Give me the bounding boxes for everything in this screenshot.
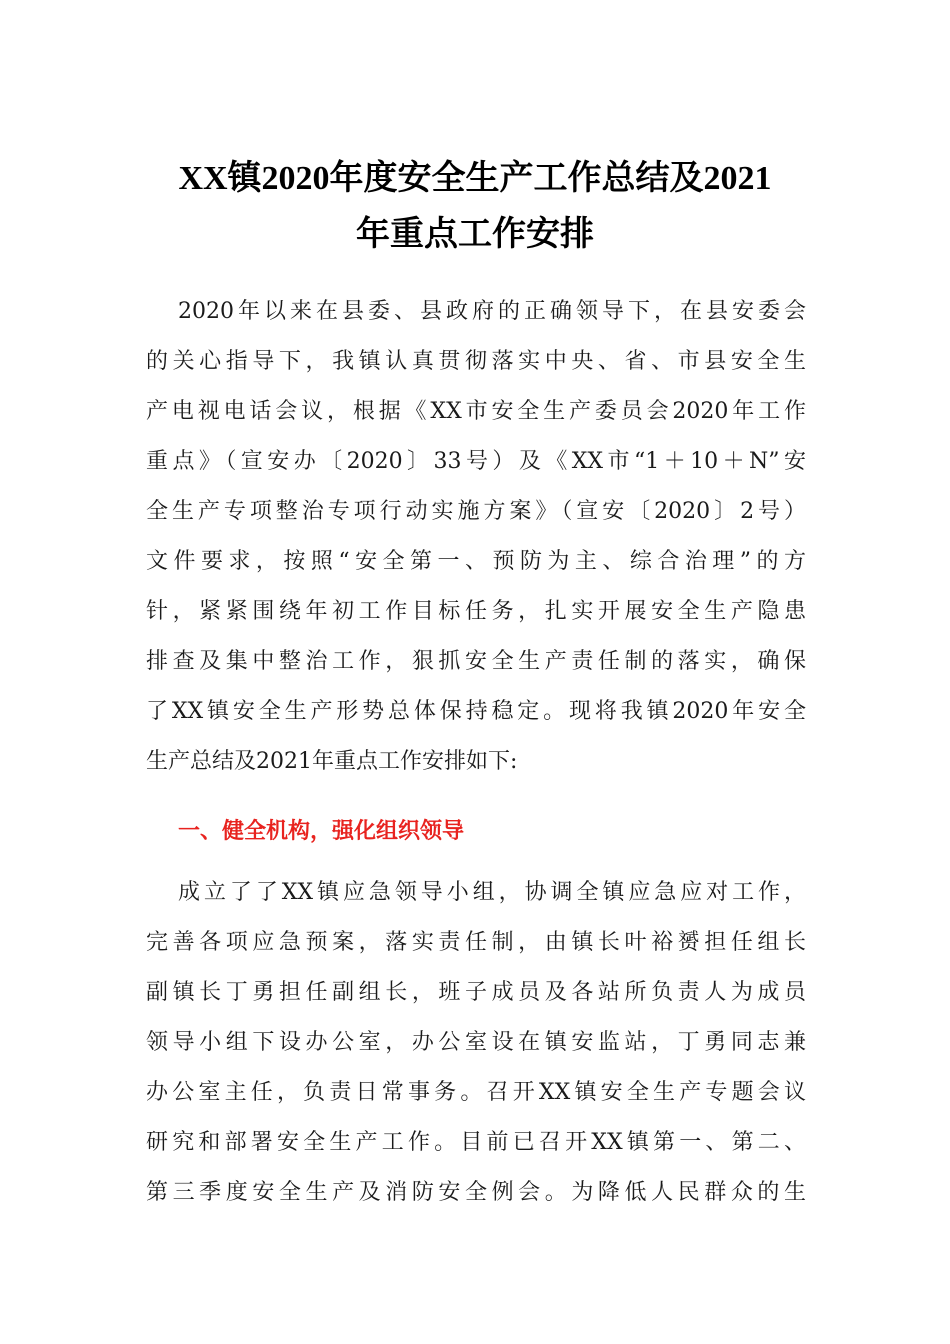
paragraph-line: 全生产专项整治专项行动实施方案》（宣安〔2020〕2号） [146,499,806,524]
document-title-line-2: 年重点工作安排 [356,216,594,253]
paragraph-line: 办公室主任，负责日常事务。召开XX镇安全生产专题会议 [146,1080,806,1105]
paragraph-line: 完善各项应急预案，落实责任制，由镇长叶裕赟担任组长 [146,930,806,955]
paragraph-line: 领导小组下设办公室，办公室设在镇安监站，丁勇同志兼 [146,1030,806,1055]
paragraph-line: 重点》（宣安办〔2020〕33号）及《XX市“1＋10＋N”安 [146,449,806,474]
paragraph-line: 了XX镇安全生产形势总体保持稳定。现将我镇2020年安全 [146,699,806,724]
paragraph-line: 成立了了XX镇应急领导小组，协调全镇应急应对工作， [178,880,806,905]
paragraph-line: 的关心指导下，我镇认真贯彻落实中央、省、市县安全生 [146,349,806,374]
paragraph-line: 针，紧紧围绕年初工作目标任务，扎实开展安全生产隐患 [146,599,806,624]
paragraph-line: 副镇长丁勇担任副组长，班子成员及各站所负责人为成员 [146,980,806,1005]
paragraph-line: 第三季度安全生产及消防安全例会。为降低人民群众的生 [146,1180,806,1205]
paragraph-line: 生产总结及2021年重点工作安排如下: [146,749,518,774]
section-heading: 一、健全机构，强化组织领导 [178,819,465,844]
document-title-line-1: XX镇2020年度安全生产工作总结及2021 [178,160,772,197]
paragraph-line: 排查及集中整治工作，狠抓安全生产责任制的落实，确保 [146,649,806,674]
paragraph-line: 产电视电话会议，根据《XX市安全生产委员会2020年工作 [146,399,806,424]
paragraph-line: 文件要求，按照“安全第一、预防为主、综合治理”的方 [146,549,806,574]
paragraph-line: 2020年以来在县委、县政府的正确领导下，在县安委会 [178,299,806,324]
paragraph-line: 研究和部署安全生产工作。目前已召开XX镇第一、第二、 [146,1130,806,1155]
